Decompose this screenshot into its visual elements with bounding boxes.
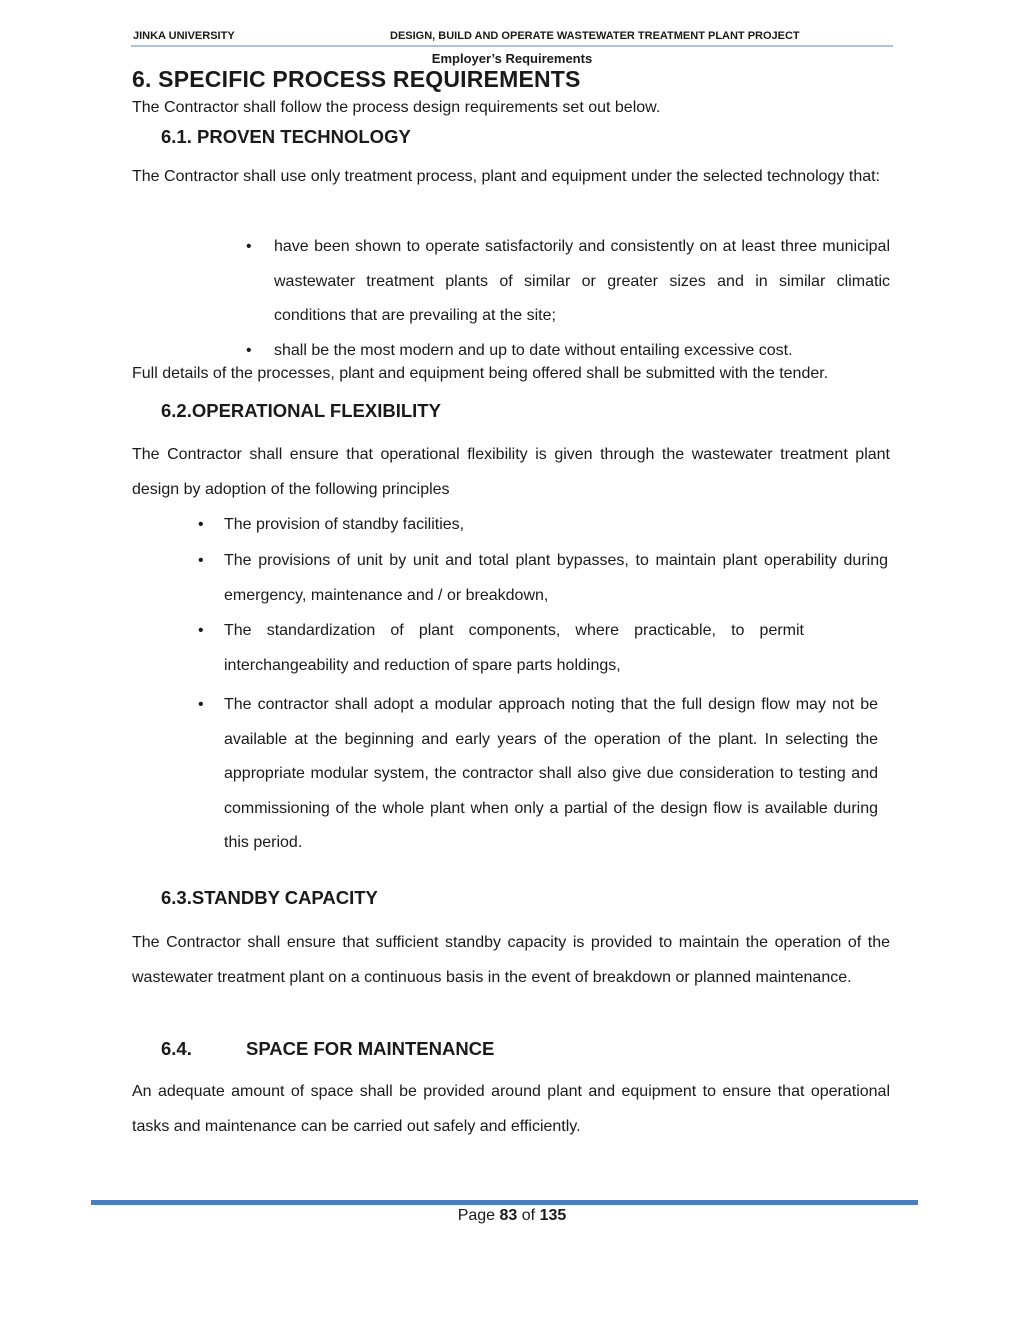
section-6-intro: The Contractor shall follow the process design requirements set out below. [132, 99, 661, 116]
header-left: JINKA UNIVERSITY [133, 30, 235, 42]
section-6-2-bullet: The provision of standby facilities, [224, 516, 465, 533]
footer-rule [91, 1200, 918, 1205]
section-6-2-bullet: The contractor shall adopt a modular approach noting that the full design flow may not be available at the beginning and early years of the operation of the plant. In selecting the appropriate modular system, the contractor shall also give due consideration to testing and commissioning of the whole plant when only a partial of the design flow is available during this period. [224, 696, 878, 851]
section-6-4-number: 6.4. [161, 1038, 192, 1059]
of-label: of [521, 1207, 536, 1224]
section-6-1-title: 6.1. PROVEN TECHNOLOGY [161, 126, 411, 147]
section-6-1-paragraph: The Contractor shall use only treatment process, plant and equipment under the selected technology that: [132, 168, 880, 185]
section-6-1-bullet: shall be the most modern and up to date without entailing excessive cost. [274, 342, 793, 359]
bullet-dot: • [198, 552, 204, 569]
section-6-title: 6. SPECIFIC PROCESS REQUIREMENTS [132, 66, 581, 92]
section-6-1-bullet: have been shown to operate satisfactorily and consistently on at least three municipal wastewater treatment plants of similar or greater sizes and in similar climatic conditions that are prevailing at the site; [274, 238, 890, 324]
total-pages: 135 [539, 1207, 567, 1224]
section-6-2-title: 6.2.OPERATIONAL FLEXIBILITY [161, 400, 441, 421]
page-label: Page [457, 1207, 496, 1224]
bullet-dot: • [198, 696, 204, 713]
section-6-2-bullet: The provisions of unit by unit and total plant bypasses, to maintain plant operability during emergency, maintenance and / or breakdown, [224, 552, 888, 604]
header-rule [131, 45, 893, 47]
section-6-3-title: 6.3.STANDBY CAPACITY [161, 887, 378, 908]
section-6-2-paragraph: The Contractor shall ensure that operational flexibility is given through the wastewater treatment plant design by adoption of the following principles [132, 446, 890, 498]
section-6-1-after: Full details of the processes, plant and equipment being offered shall be submitted with the tender. [132, 365, 829, 382]
section-6-2-bullet: The standardization of plant components, where practicable, to permit interchangeability and reduction of spare parts holdings, [224, 622, 804, 674]
bullet-dot: • [246, 342, 252, 359]
page-number [0, 1207, 1024, 1225]
section-6-4-title: SPACE FOR MAINTENANCE [246, 1038, 495, 1059]
header-center: DESIGN, BUILD AND OPERATE WASTEWATER TREATMENT PLANT PROJECT [390, 30, 800, 42]
bullet-dot: • [198, 516, 204, 533]
bullet-dot: • [198, 622, 204, 639]
section-6-3-paragraph: The Contractor shall ensure that sufficient standby capacity is provided to maintain the operation of the wastewater treatment plant on a continuous basis in the event of breakdown or planned maintenance. [132, 934, 890, 986]
current-page: 83 [499, 1207, 518, 1224]
document-subtitle: Employer’s Requirements [431, 51, 593, 66]
section-6-4-paragraph: An adequate amount of space shall be provided around plant and equipment to ensure that operational tasks and maintenance can be carried out safely and efficiently. [132, 1083, 890, 1135]
bullet-dot: • [246, 238, 252, 255]
